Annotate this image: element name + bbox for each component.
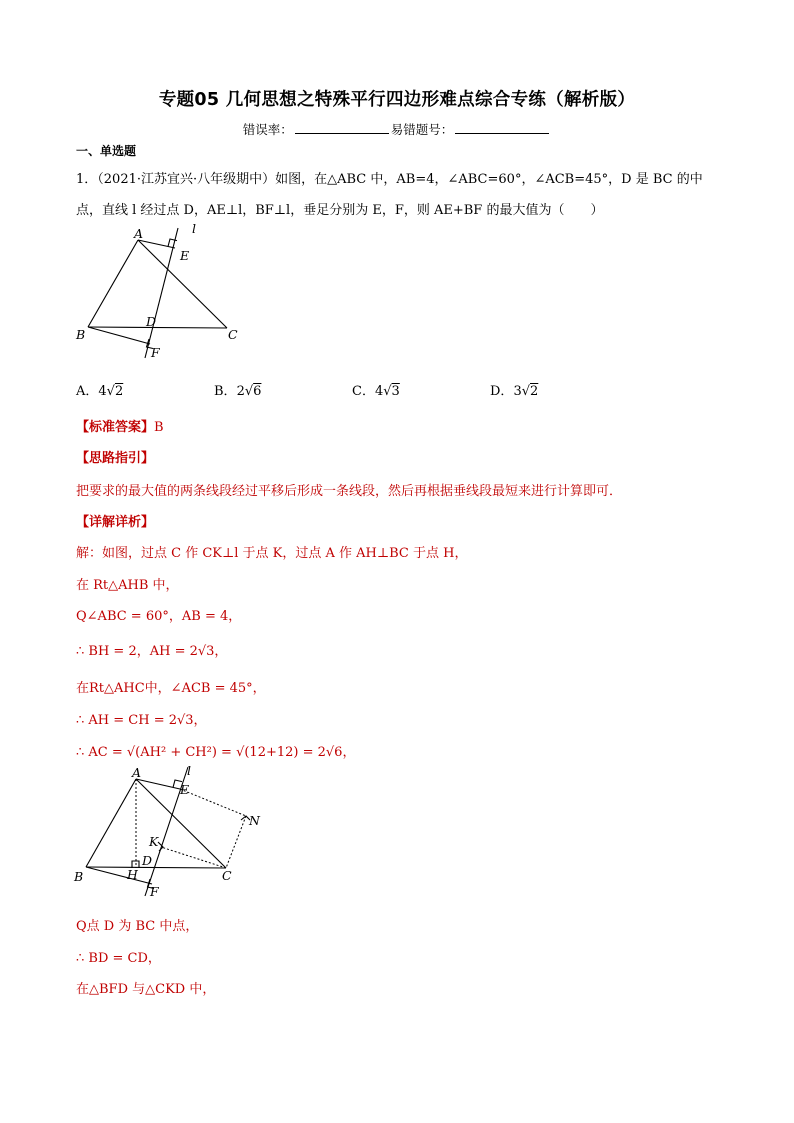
- wrong-no-blank[interactable]: [455, 121, 549, 134]
- label-b: B: [76, 327, 86, 342]
- solution-step-5: 在Rt△AHC中，∠ACB = 45°，: [76, 681, 266, 696]
- figure-2: [70, 762, 270, 897]
- label-k: K: [149, 834, 159, 849]
- solution-step-6: ∴ AH = CH = 2√3，: [76, 713, 207, 728]
- label-e: E: [180, 248, 190, 263]
- segment-nc: [226, 816, 246, 868]
- option-b[interactable]: B．2√6: [214, 384, 262, 399]
- solution-step-3: Q∠ABC = 60°，AB = 4，: [76, 609, 242, 624]
- solution-step-9: ∴ BD = CD，: [76, 951, 161, 966]
- label-h: H: [127, 867, 138, 882]
- answer-value: B: [154, 420, 164, 435]
- answer-label: 【标准答案】: [76, 420, 155, 435]
- question-line-1: 1．（2021·江苏宜兴·八年级期中）如图，在△ABC 中，AB=4，∠ABC=60°，∠ACB=45°，D 是 BC 的中: [76, 172, 703, 187]
- label-f: F: [150, 884, 159, 897]
- question-line-2: 点，直线 l 经过点 D，AE⊥l，BF⊥l，垂足分别为 E，F，则 AE+BF 的最大值为（ ）: [76, 203, 604, 218]
- option-a[interactable]: A．4√2: [76, 384, 124, 399]
- label-d: D: [142, 853, 153, 868]
- label-d: D: [146, 314, 157, 329]
- segment-bf: [86, 867, 152, 884]
- error-rate-label: 错误率：: [242, 122, 293, 137]
- detail-label: 【详解详析】: [76, 515, 155, 530]
- error-rate-blank[interactable]: [295, 121, 389, 134]
- solution-step-2: 在 Rt△AHB 中，: [76, 578, 179, 593]
- segment-bc: [86, 867, 226, 868]
- label-c: C: [228, 327, 238, 342]
- segment-ab: [88, 240, 138, 327]
- hint-text: 把要求的最大值的两条线段经过平移后形成一条线段，然后再根据垂线段最短来进行计算即可．: [76, 484, 623, 499]
- solution-step-10: 在△BFD 与△CKD 中，: [76, 982, 216, 997]
- label-l: l: [192, 221, 196, 236]
- subtitle-row: [0, 120, 794, 138]
- solution-step-7: ∴ AC = √(AH² + CH²) = √(12+12) = 2√6，: [76, 745, 356, 760]
- solution-step-4: ∴ BH = 2，AH = 2√3，: [76, 644, 228, 659]
- solution-step-8: Q点 D 为 BC 中点，: [76, 919, 199, 934]
- label-f: F: [151, 345, 160, 360]
- segment-ck: [161, 847, 226, 868]
- figure-1: [70, 220, 250, 365]
- segment-en: [180, 789, 246, 816]
- segment-bc: [88, 327, 227, 328]
- hint-label: 【思路指引】: [76, 451, 155, 466]
- option-d[interactable]: D．3√2: [490, 384, 539, 399]
- label-a: A: [132, 765, 142, 780]
- segment-bf: [88, 327, 150, 344]
- solution-step-1: 解：如图，过点 C 作 CK⊥l 于点 K，过点 A 作 AH⊥BC 于点 H，: [76, 546, 468, 561]
- page-title: 专题05 几何思想之特殊平行四边形难点综合专练（解析版）: [158, 90, 636, 110]
- label-c: C: [222, 868, 232, 883]
- section-heading: 一、单选题: [76, 144, 137, 158]
- wrong-no-label: 易错题号：: [390, 122, 454, 137]
- label-e: E: [180, 782, 190, 797]
- label-a: A: [134, 226, 144, 241]
- segment-ab: [86, 779, 136, 867]
- option-c[interactable]: C．4√3: [352, 384, 400, 399]
- answer-row: [76, 416, 164, 435]
- label-b: B: [74, 869, 84, 884]
- label-l: l: [187, 763, 191, 778]
- label-n: N: [249, 813, 260, 828]
- right-angle-e: [168, 239, 177, 247]
